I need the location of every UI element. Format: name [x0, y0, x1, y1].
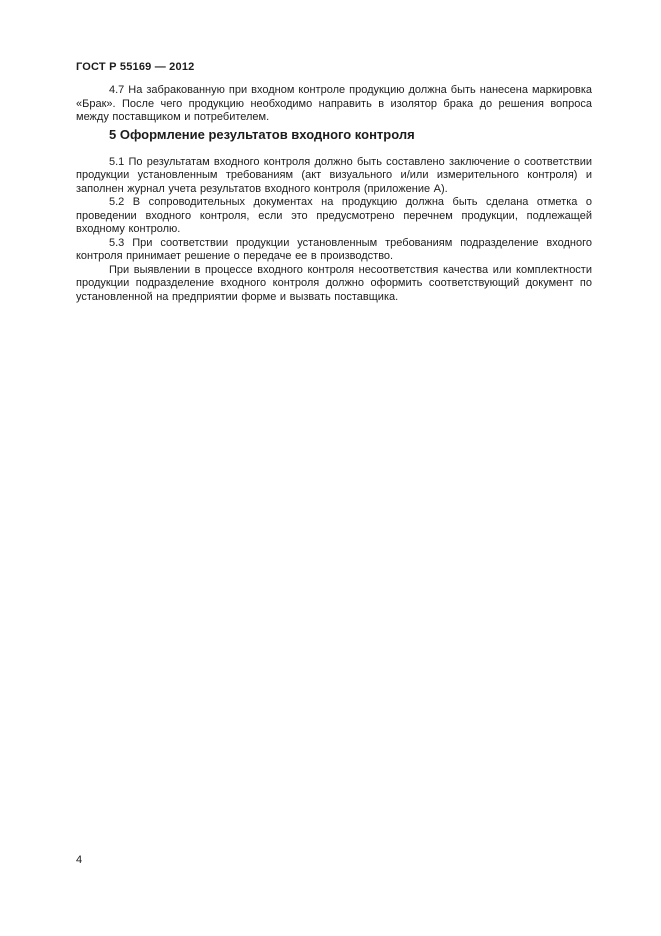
section-heading-5: 5 Оформление результатов входного контроля [109, 126, 415, 142]
page-number: 4 [76, 854, 83, 866]
document-body [76, 84, 592, 304]
paragraph-5-3: 5.3 При соответствии продукции установленным требованиям подразделение входного контроля принимает решение о передаче ее в производство. [76, 236, 592, 262]
paragraph-unnumbered: При выявлении в процессе входного контроля несоответствия качества или комплектности продукции подразделение входного контроля должно оформить соответствующий документ по установленной на предприятии форме и вызвать поставщика. [76, 263, 592, 303]
running-header: ГОСТ Р 55169 — 2012 [76, 61, 195, 73]
paragraph-4-7: 4.7 На забракованную при входном контроле продукцию должна быть нанесена маркировка «Брак». После чего продукцию необходимо направить в изолятор брака до решения вопроса между поставщиком и потребителем. [76, 84, 592, 123]
paragraph-5-2: 5.2 В сопроводительных документах на продукцию должна быть сделана отметка о проведении входного контроля, если это предусмотрено перечнем продукции, подлежащей входному контролю. [76, 196, 592, 235]
paragraph-5-1: 5.1 По результатам входного контроля должно быть составлено заключение о соответствии продукции установленным требованиям (акт визуального и/или измерительного контроля) и заполнен журнал учета результатов входного контроля (приложение А). [76, 155, 592, 195]
